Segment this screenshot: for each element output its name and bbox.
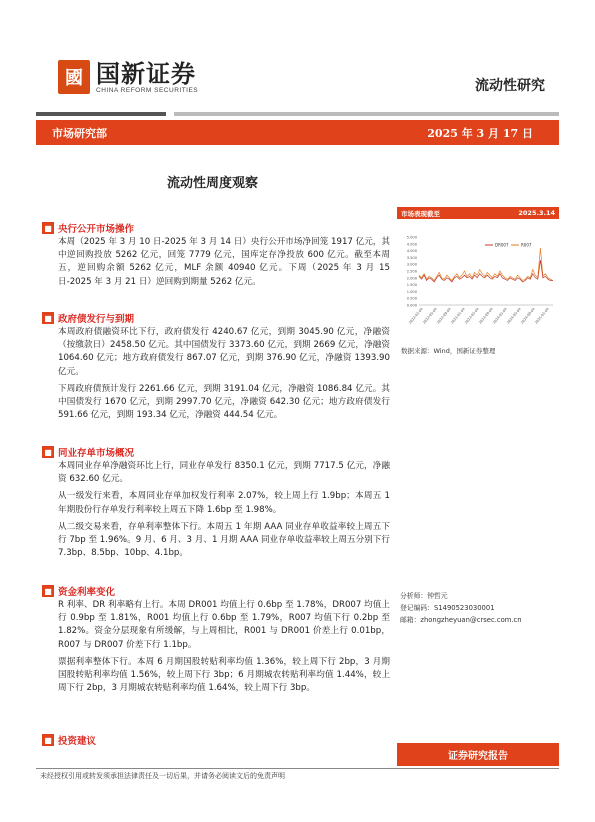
section-bullet-icon: ■ [42,312,54,324]
footer-disclaimer: 未经授权引用或转发须承担法律责任及一切后果，并请务必阅读文后的免责声明 [40,772,285,780]
section-bullet-icon: ■ [42,222,54,234]
report-type: 流动性研究 [475,78,545,94]
analyst-info [400,590,522,626]
logo-name-cn: 国新证券 [96,59,196,88]
x-tick-label: 2022-01-04 [408,307,424,325]
section-paragraph: 从二级交易来看，存单利率整体下行。本周五 1 年期 AAA 同业存单收益率较上周五下行 7bp 至 1.96%。9 月、6 月、3 月、1 月期 AAA 同业存单收益率较上周五分别下行 7.3bp、8.5bp、10bp、4.1bp。 [58,521,390,559]
y-tick-label: 0.000 [406,303,417,308]
analyst-name-label: 分析师： [400,592,428,600]
department-band [36,120,559,145]
section-paragraph: 从一级发行来看，本周同业存单加权发行利率 2.07%，较上周上行 1.9bp；本周五 1 年期股份行存单发行利率较上周五下降 1.6bp 至 1.98%。 [58,491,390,515]
y-tick-label: 0.500 [406,296,417,301]
x-tick-label: 2024-05-04 [506,307,522,325]
header-rule-dark [36,112,166,116]
x-tick-label: 2022-05-04 [422,307,438,325]
y-tick-label: 3.500 [406,255,417,260]
section-bullet-icon: ■ [42,734,54,746]
y-tick-label: 1.500 [406,283,417,288]
page-title: 流动性周度观察 [167,176,259,191]
x-tick-label: 2024-01-04 [492,307,508,325]
y-tick-label: 4.000 [406,249,417,254]
section-paragraph: 本周政府债融资环比下行，政府债发行 4240.67 亿元，到期 3045.90 亿元，净融资（按缴款日）2458.50 亿元。其中国债发行 3373.60 亿元，到期 2669 亿元，净融资 1064.60 亿元；地方政府债发行 867.07 亿元，到期 376.90 亿元，净融资 1393.90 亿元。 [58,327,390,377]
section-central-bank [42,221,390,289]
section-funding-rates [42,584,390,695]
section-paragraph: R 利率、DR 利率略有上行。本周 DR001 均值上行 0.6bp 至 1.78%，DR007 均值上行 0.9bp 至 1.81%，R001 均值上行 0.6bp 至 1.79%，R007 均值下行 0.2bp 至 1.82%。资金分层现象有所缓解，与上周相比，R001 与 DR001 价差上行 0.01bp，R007 与 DR007 价差下行 1.1bp。 [58,600,390,650]
legend-label: R007 [521,242,532,248]
section-paragraph: 下周政府债预计发行 2261.66 亿元，到期 3191.04 亿元，净融资 1086.84 亿元。其中国债发行 1670 亿元，到期 2997.70 亿元，净融资 642.30 亿元；地方政府债发行 591.66 亿元，到期 193.34 亿元，净融资 444.54 亿元。 [58,383,390,421]
footer-band: 证券研究报告 [397,743,559,766]
chart-header-date: 2025.3.14 [518,209,555,217]
x-tick-label: 2022-09-04 [436,307,452,325]
x-tick-label: 2023-05-04 [464,307,480,325]
footer-rule [36,768,559,769]
y-tick-label: 2.000 [406,276,417,281]
company-logo [58,57,198,97]
section-bullet-icon: ■ [42,446,54,458]
legend-label: DR007 [495,242,509,248]
section-title: 政府债发行与到期 [58,314,135,325]
chart-header [397,207,559,219]
section-paragraph: 本周（2025 年 3 月 10 日-2025 年 3 月 14 日）央行公开市场净回笼 1917 亿元，其中逆回购投放 5262 亿元，回笼 7779 亿元，国库定存净投放 600 亿元。截至本周五，逆回购余额 5262 亿元，MLF 余额 40940 亿元。下周（2025 年 3 月 15 日-2025 年 3 月 21 日）逆回购到期量 5262 亿元。 [58,237,390,287]
chart-source: 数据来源：Wind，国新证券整理 [401,347,496,355]
analyst-email[interactable]: zhongzheyuan@crsec.com.cn [420,616,522,624]
section-investment-advice [42,733,390,747]
section-gov-bonds [42,311,390,422]
y-tick-label: 3.000 [406,262,417,267]
section-paragraph: 票据利率整体下行。本周 6 月期国股转贴利率均值 1.36%，较上周下行 2bp，3 月期国股转贴利率均值 1.56%，较上周下行 3bp；6 月期城农转贴利率均值 1.44%，较上周下行 2bp，3 月期城农转贴利率均值 1.64%，较上周下行 3bp。 [58,656,390,694]
chart-header-label: 市场表现截至 [401,209,440,218]
section-bullet-icon: ■ [42,585,54,597]
y-tick-label: 5.000 [406,235,417,240]
analyst-cert-label: 登记编码： [400,604,434,612]
section-ncd-market [42,445,390,560]
report-date: 2025 年 3 月 17 日 [427,126,533,140]
section-paragraph: 本周同业存单净融资环比上行，同业存单发行 8350.1 亿元，到期 7717.5 亿元，净融资 632.60 亿元。 [58,461,390,485]
series-dr007-line [419,260,553,282]
section-title: 央行公开市场操作 [58,224,135,235]
x-tick-label: 2023-09-04 [478,307,494,325]
header-rule-light [174,112,559,116]
section-title: 投资建议 [58,736,97,747]
analyst-email-label: 邮箱： [400,616,421,624]
logo-name-en: CHINA REFORM SECURITIES [96,86,199,94]
y-tick-label: 1.000 [406,289,417,294]
x-tick-label: 2023-01-04 [450,307,466,325]
logo-mark-icon: 國 [58,60,90,94]
y-tick-label: 2.500 [406,269,417,274]
section-title: 资金利率变化 [58,587,116,598]
department-label: 市场研究部 [52,126,107,140]
x-tick-label: 2025-01-04 [534,307,550,325]
x-tick-label: 2024-09-04 [520,307,536,325]
chart-plot [397,219,559,347]
analyst-name: 钟哲元 [427,592,448,600]
y-tick-label: 4.500 [406,242,417,247]
market-chart [397,207,559,347]
section-title: 同业存单市场概况 [58,448,135,459]
analyst-cert: S1490523030001 [433,604,495,612]
